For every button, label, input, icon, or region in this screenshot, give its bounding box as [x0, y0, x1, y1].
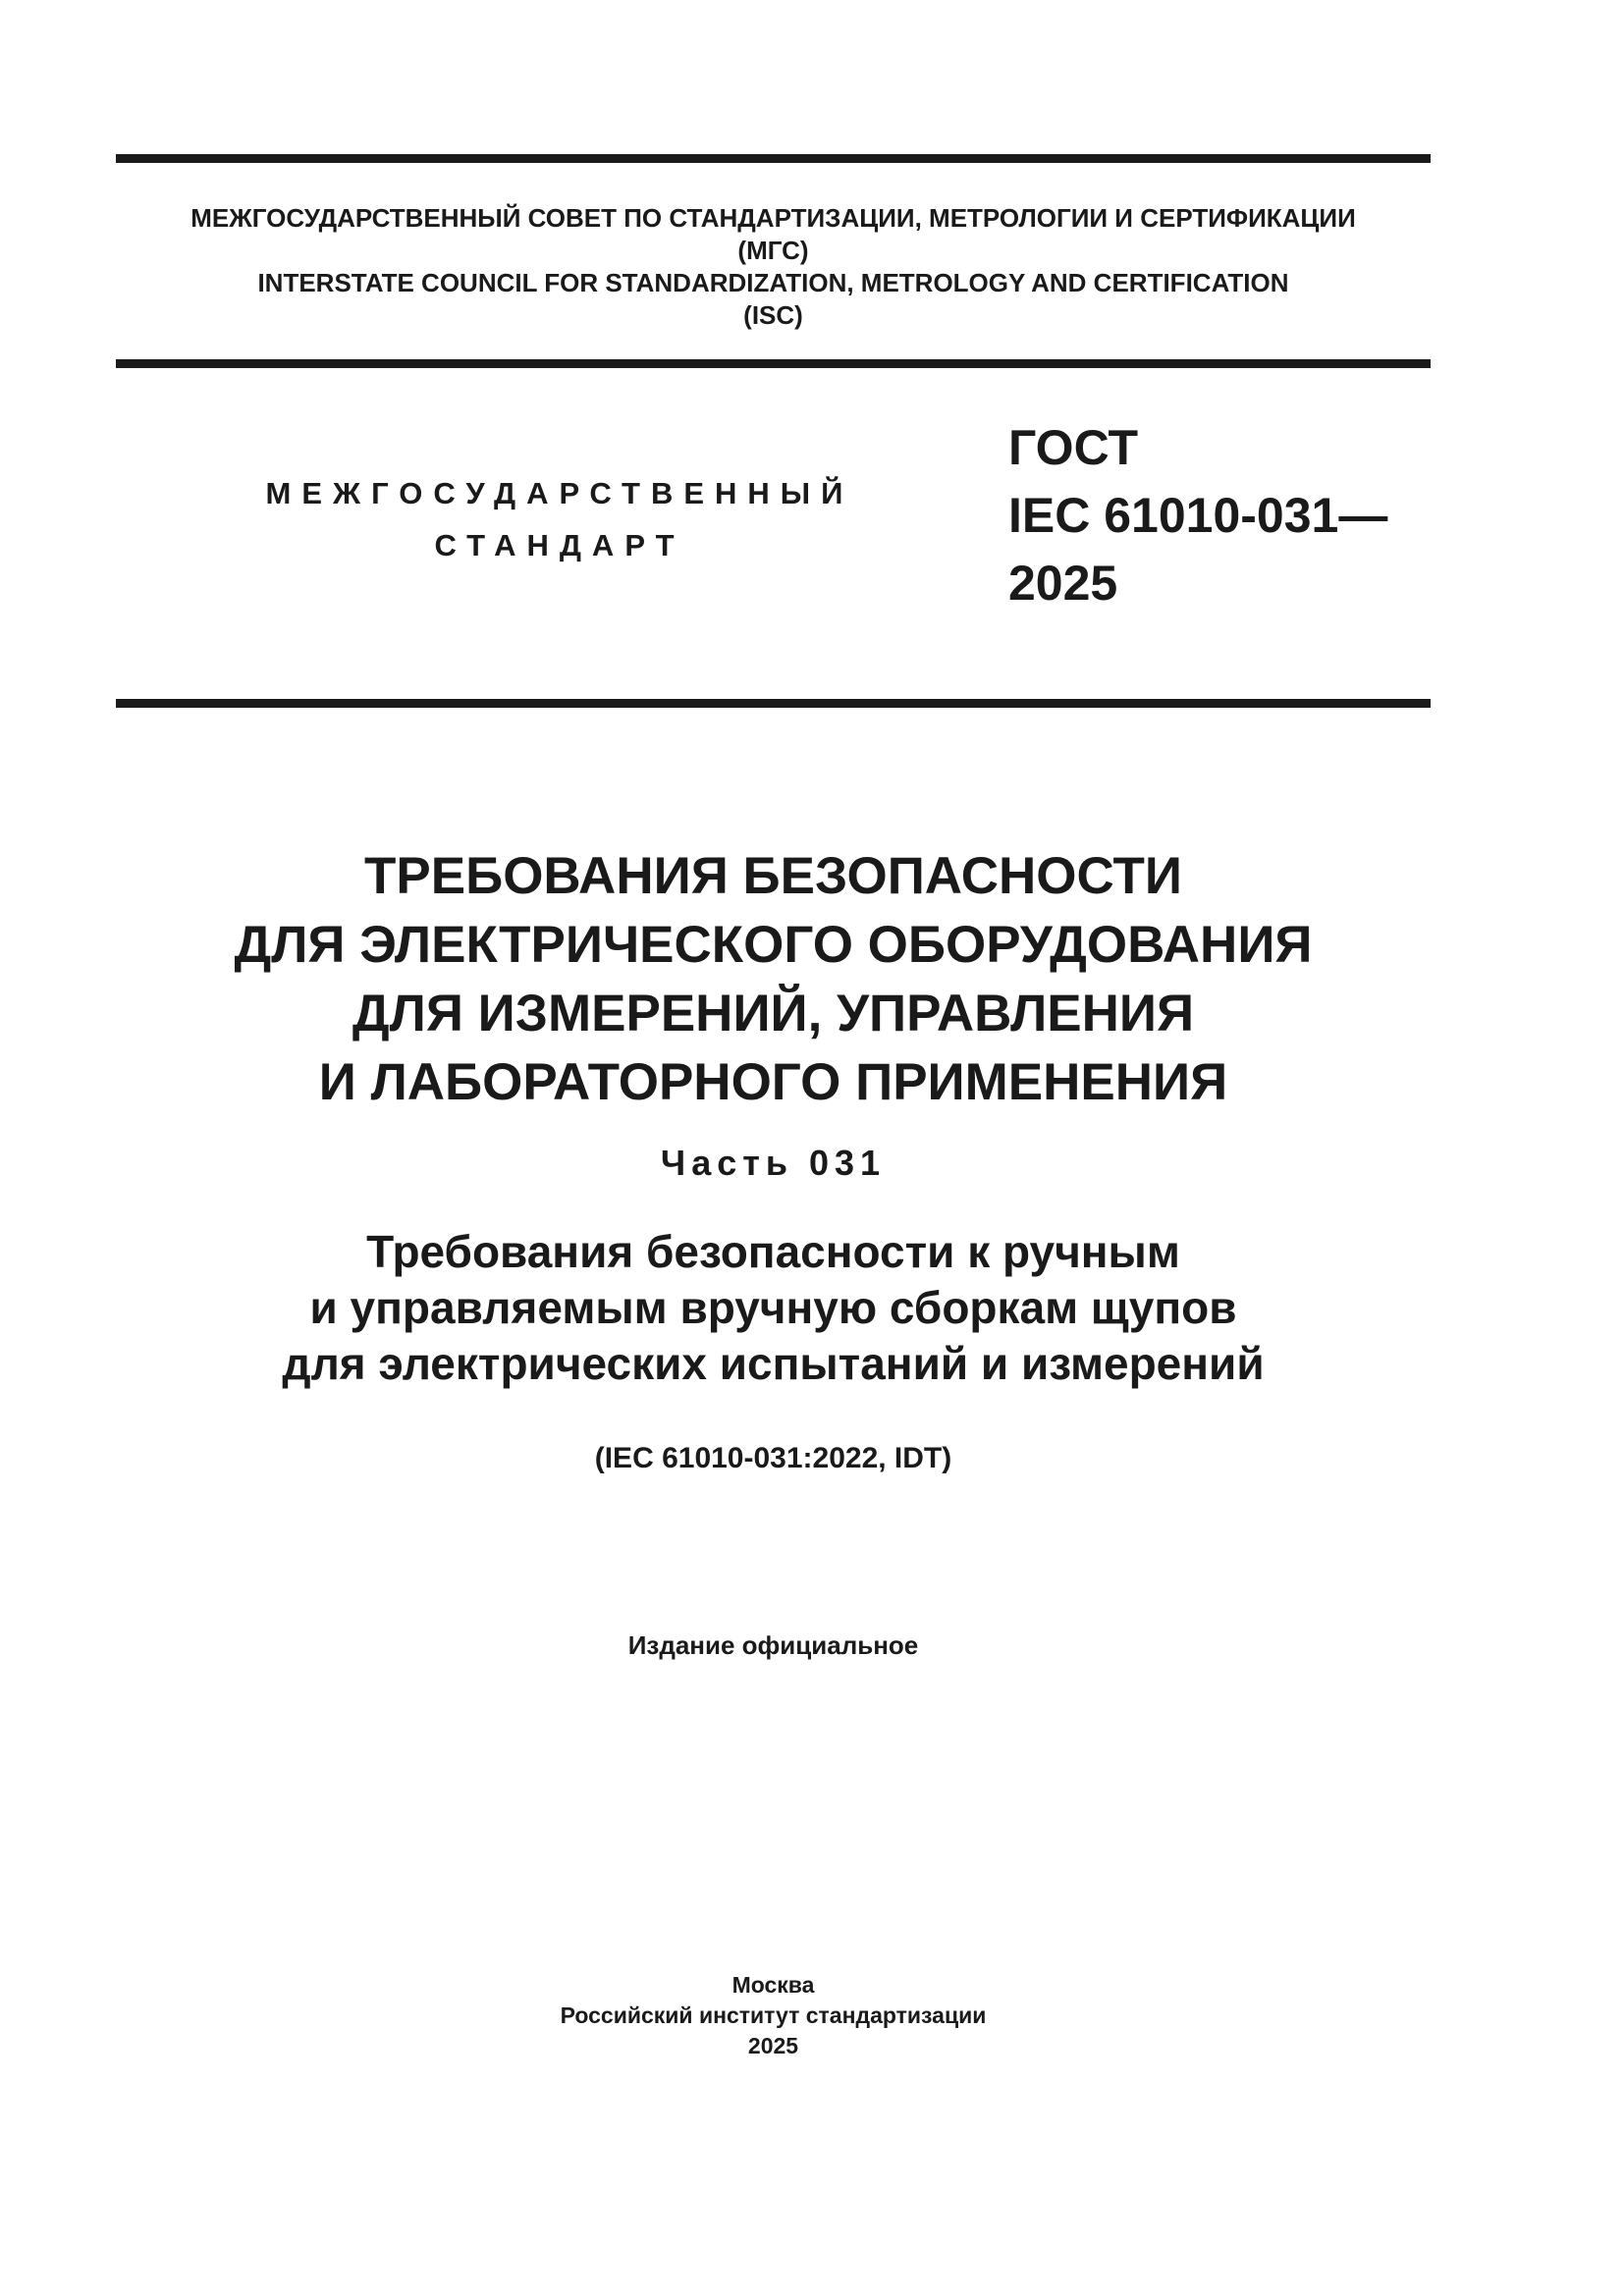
- document-title: [116, 842, 1431, 1117]
- subtitle-line2: и управляемым вручную сборкам щупов: [309, 1282, 1237, 1333]
- standard-type-line2: СТАНДАРТ: [434, 528, 685, 562]
- council-abbr-ru: (МГС): [737, 236, 809, 265]
- subtitle-line3: для электрических испытаний и измерений: [282, 1338, 1265, 1389]
- council-header: [116, 202, 1431, 332]
- council-name-en: INTERSTATE COUNCIL FOR STANDARDIZATION, METROLOGY AND CERTIFICATION: [257, 268, 1289, 297]
- designation-line3: 2025: [1008, 556, 1118, 611]
- title-line3: ДЛЯ ИЗМЕРЕНИЙ, УПРАВЛЕНИЯ: [352, 985, 1195, 1042]
- iec-reference: (IEC 61010-031:2022, IDT): [594, 1442, 952, 1474]
- standard-type-label: [177, 467, 943, 571]
- council-abbr-en: (ISC): [743, 300, 803, 330]
- top-rule: [116, 154, 1431, 163]
- subtitle-line1: Требования безопасности к ручным: [366, 1226, 1180, 1277]
- document-subtitle: [116, 1224, 1431, 1392]
- part-number: Часть 031: [660, 1143, 887, 1183]
- edition-note: Издание официальное: [627, 1630, 919, 1660]
- imprint-publisher: Российский институт стандартизации: [560, 2002, 987, 2028]
- publisher-imprint: [116, 1970, 1431, 2061]
- council-bottom-rule: [116, 359, 1431, 368]
- title-line4: И ЛАБОРАТОРНОГО ПРИМЕНЕНИЯ: [318, 1053, 1228, 1111]
- title-line2: ДЛЯ ЭЛЕКТРИЧЕСКОГО ОБОРУДОВАНИЯ: [234, 916, 1313, 974]
- standard-designation: [1008, 414, 1387, 617]
- imprint-year: 2025: [747, 2033, 799, 2058]
- council-name-ru: МЕЖГОСУДАРСТВЕННЫЙ СОВЕТ ПО СТАНДАРТИЗАЦИИ, МЕТРОЛОГИИ И СЕРТИФИКАЦИИ: [190, 203, 1356, 233]
- title-line1: ТРЕБОВАНИЯ БЕЗОПАСНОСТИ: [364, 847, 1182, 905]
- designation-line1: ГОСТ: [1008, 420, 1138, 475]
- standard-type-line1: МЕЖГОСУДАРСТВЕННЫЙ: [265, 476, 854, 510]
- header-bottom-rule: [116, 699, 1431, 708]
- designation-line2: IEC 61010-031—: [1008, 488, 1388, 543]
- imprint-city: Москва: [731, 1972, 815, 1998]
